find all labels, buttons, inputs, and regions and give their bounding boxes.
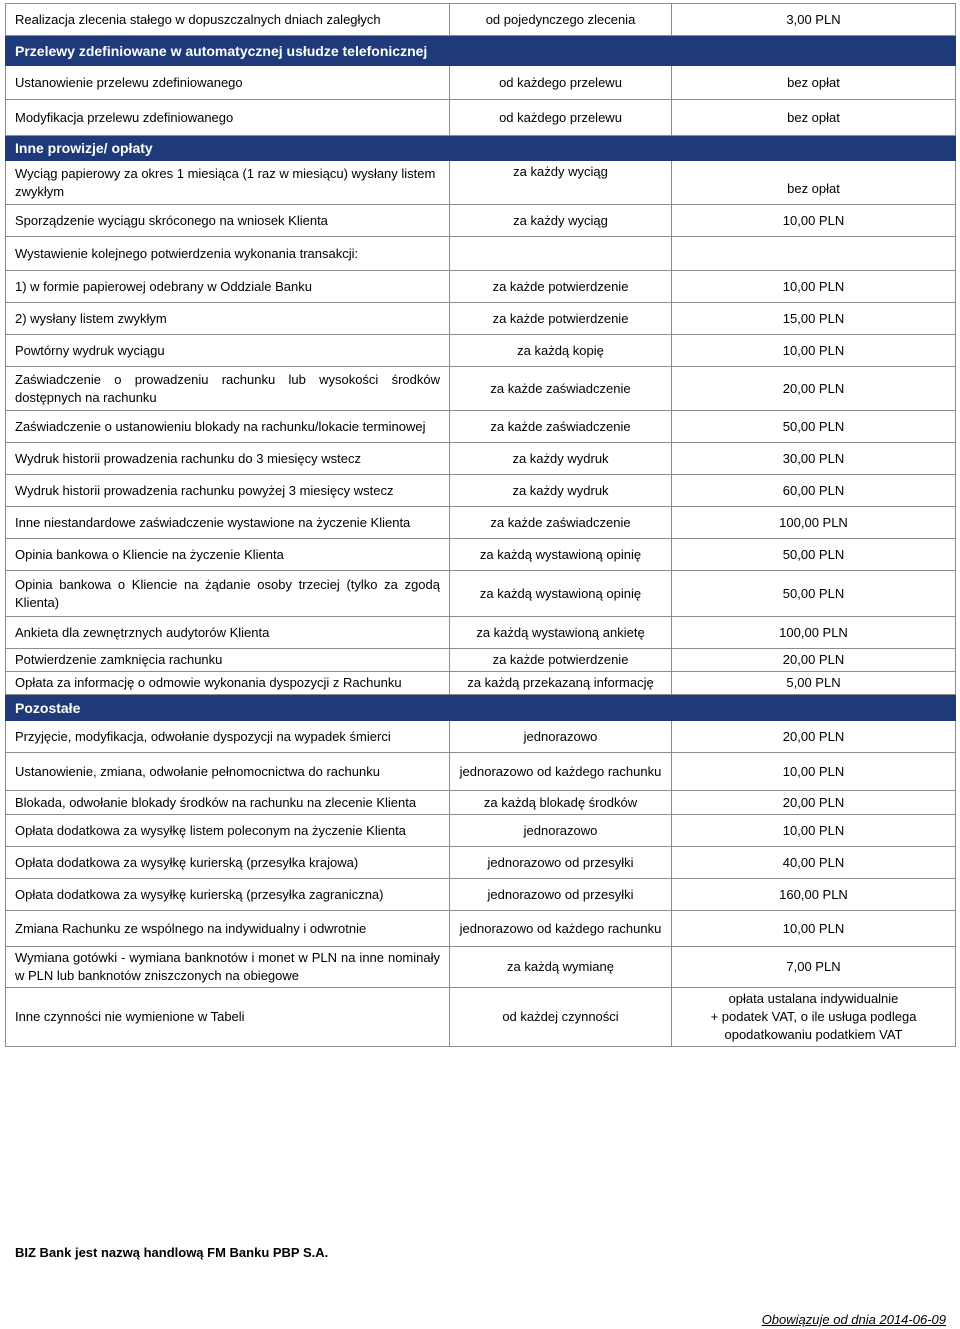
fee-name: Potwierdzenie zamknięcia rachunku — [6, 649, 450, 672]
fee-period: za każdy wydruk — [450, 475, 672, 507]
fee-period: za każdą kopię — [450, 335, 672, 367]
fee-period: jednorazowo od przesyłki — [450, 847, 672, 879]
section-header — [6, 36, 956, 66]
fee-period: za każde potwierdzenie — [450, 303, 672, 335]
fee-name: 1) w formie papierowej odebrany w Oddziale Banku — [6, 271, 450, 303]
section-title: Przelewy zdefiniowane w automatycznej usłudze telefonicznej — [6, 36, 956, 66]
fee-row — [6, 791, 956, 815]
fee-name: Opłata dodatkowa za wysyłkę listem poleconym na życzenie Klienta — [6, 815, 450, 847]
fee-row — [6, 271, 956, 303]
fee-amount: 160,00 PLN — [672, 879, 956, 911]
fee-period: za każdą wystawioną ankietę — [450, 617, 672, 649]
section-title: Inne prowizje/ opłaty — [6, 136, 956, 161]
fee-name: Wydruk historii prowadzenia rachunku powyżej 3 miesięcy wstecz — [6, 475, 450, 507]
fee-row — [6, 988, 956, 1047]
fee-amount: 20,00 PLN — [672, 791, 956, 815]
fee-amount: 10,00 PLN — [672, 753, 956, 791]
fee-amount: 15,00 PLN — [672, 303, 956, 335]
fee-amount: 10,00 PLN — [672, 815, 956, 847]
fee-row — [6, 753, 956, 791]
fee-name: Opłata za informację o odmowie wykonania dyspozycji z Rachunku — [6, 672, 450, 695]
fee-amount: 100,00 PLN — [672, 617, 956, 649]
fee-period: za każde potwierdzenie — [450, 271, 672, 303]
fee-row — [6, 237, 956, 271]
fee-amount: 30,00 PLN — [672, 443, 956, 475]
fee-table — [5, 3, 956, 1047]
fee-period: za każdą blokadę środków — [450, 791, 672, 815]
fee-period: za każde zaświadczenie — [450, 411, 672, 443]
fee-name: Wydruk historii prowadzenia rachunku do 3 miesięcy wstecz — [6, 443, 450, 475]
fee-row — [6, 100, 956, 136]
fee-name: 2) wysłany listem zwykłym — [6, 303, 450, 335]
fee-amount: opłata ustalana indywidualnie + podatek VAT, o ile usługa podlega opodatkowaniu podatkiem VAT — [672, 988, 956, 1047]
fee-name: Ankieta dla zewnętrznych audytorów Klienta — [6, 617, 450, 649]
fee-period: od pojedynczego zlecenia — [450, 4, 672, 36]
fee-amount: 20,00 PLN — [672, 367, 956, 411]
fee-row — [6, 507, 956, 539]
fee-amount: 40,00 PLN — [672, 847, 956, 879]
fee-row — [6, 411, 956, 443]
fee-period: za każdy wydruk — [450, 443, 672, 475]
fee-name: Przyjęcie, modyfikacja, odwołanie dyspozycji na wypadek śmierci — [6, 721, 450, 753]
fee-row — [6, 367, 956, 411]
fee-amount: 50,00 PLN — [672, 571, 956, 617]
fee-row — [6, 335, 956, 367]
fee-period — [450, 237, 672, 271]
fee-period: jednorazowo od każdego rachunku — [450, 753, 672, 791]
section-header — [6, 695, 956, 721]
fee-row — [6, 721, 956, 753]
fee-amount: 50,00 PLN — [672, 411, 956, 443]
fee-row — [6, 879, 956, 911]
fee-period: za każdą wymianę — [450, 947, 672, 988]
fee-name: Zaświadczenie o ustanowieniu blokady na rachunku/lokacie terminowej — [6, 411, 450, 443]
fee-name: Modyfikacja przelewu zdefiniowanego — [6, 100, 450, 136]
fee-row — [6, 947, 956, 988]
fee-period: od każdej czynności — [450, 988, 672, 1047]
fee-row — [6, 303, 956, 335]
fee-period: jednorazowo od każdego rachunku — [450, 911, 672, 947]
fee-amount — [672, 237, 956, 271]
fee-amount: 20,00 PLN — [672, 649, 956, 672]
fee-amount: 50,00 PLN — [672, 539, 956, 571]
fee-row — [6, 161, 956, 205]
fee-amount: 5,00 PLN — [672, 672, 956, 695]
fee-amount: 7,00 PLN — [672, 947, 956, 988]
bank-name-note: BIZ Bank jest nazwą handlową FM Banku PBP S.A. — [15, 1245, 329, 1260]
fee-name: Zaświadczenie o prowadzeniu rachunku lub wysokości środków dostępnych na rachunku — [6, 367, 450, 411]
fee-name: Opinia bankowa o Kliencie na życzenie Klienta — [6, 539, 450, 571]
fee-amount: 60,00 PLN — [672, 475, 956, 507]
fee-name: Blokada, odwołanie blokady środków na rachunku na zlecenie Klienta — [6, 791, 450, 815]
fee-period: od każdego przelewu — [450, 100, 672, 136]
fee-name: Powtórny wydruk wyciągu — [6, 335, 450, 367]
fee-period: za każdy wyciąg — [450, 161, 672, 205]
fee-period: za każdy wyciąg — [450, 205, 672, 237]
fee-row — [6, 571, 956, 617]
fee-amount: 10,00 PLN — [672, 205, 956, 237]
fee-period: jednorazowo od przesyłki — [450, 879, 672, 911]
fee-period: za każdą przekazaną informację — [450, 672, 672, 695]
fee-period: jednorazowo — [450, 815, 672, 847]
fee-name: Wymiana gotówki - wymiana banknotów i monet w PLN na inne nominały w PLN lub banknotów zniszczonych na obiegowe — [6, 947, 450, 988]
fee-name: Wystawienie kolejnego potwierdzenia wykonania transakcji: — [6, 237, 450, 271]
fee-period: za każde potwierdzenie — [450, 649, 672, 672]
fee-amount: 10,00 PLN — [672, 335, 956, 367]
fee-amount: 10,00 PLN — [672, 271, 956, 303]
fee-amount: 20,00 PLN — [672, 721, 956, 753]
fee-name: Sporządzenie wyciągu skróconego na wniosek Klienta — [6, 205, 450, 237]
fee-table-body — [6, 4, 956, 1047]
fee-name: Opłata dodatkowa za wysyłkę kurierską (przesyłka zagraniczna) — [6, 879, 450, 911]
fee-amount: bez opłat — [672, 100, 956, 136]
fee-name: Wyciąg papierowy za okres 1 miesiąca (1 raz w miesiącu) wysłany listem zwykłym — [6, 161, 450, 205]
fee-name: Realizacja zlecenia stałego w dopuszczalnych dniach zaległych — [6, 4, 450, 36]
fee-row — [6, 443, 956, 475]
fee-name: Zmiana Rachunku ze wspólnego na indywidualny i odwrotnie — [6, 911, 450, 947]
fee-name: Opinia bankowa o Kliencie na żądanie osoby trzeciej (tylko za zgodą Klienta) — [6, 571, 450, 617]
effective-date: Obowiązuje od dnia 2014-06-09 — [761, 1312, 946, 1327]
fee-row — [6, 911, 956, 947]
fee-row — [6, 672, 956, 695]
fee-name: Inne niestandardowe zaświadczenie wystawione na życzenie Klienta — [6, 507, 450, 539]
fee-row — [6, 617, 956, 649]
fee-name: Opłata dodatkowa za wysyłkę kurierską (przesyłka krajowa) — [6, 847, 450, 879]
fee-amount: bez opłat — [672, 161, 956, 205]
fee-row — [6, 66, 956, 100]
section-header — [6, 136, 956, 161]
fee-period: za każdą wystawioną opinię — [450, 571, 672, 617]
fee-name: Ustanowienie przelewu zdefiniowanego — [6, 66, 450, 100]
fee-row — [6, 539, 956, 571]
fee-name: Inne czynności nie wymienione w Tabeli — [6, 988, 450, 1047]
fee-amount: bez opłat — [672, 66, 956, 100]
fee-row — [6, 4, 956, 36]
fee-amount: 3,00 PLN — [672, 4, 956, 36]
fee-amount: 100,00 PLN — [672, 507, 956, 539]
fee-period: od każdego przelewu — [450, 66, 672, 100]
fee-row — [6, 847, 956, 879]
section-title: Pozostałe — [6, 695, 956, 721]
fee-row — [6, 205, 956, 237]
fee-period: za każde zaświadczenie — [450, 367, 672, 411]
fee-period: jednorazowo — [450, 721, 672, 753]
fee-period: za każdą wystawioną opinię — [450, 539, 672, 571]
fee-row — [6, 475, 956, 507]
fee-amount: 10,00 PLN — [672, 911, 956, 947]
fee-period: za każde zaświadczenie — [450, 507, 672, 539]
fee-row — [6, 815, 956, 847]
fee-name: Ustanowienie, zmiana, odwołanie pełnomocnictwa do rachunku — [6, 753, 450, 791]
fee-row — [6, 649, 956, 672]
